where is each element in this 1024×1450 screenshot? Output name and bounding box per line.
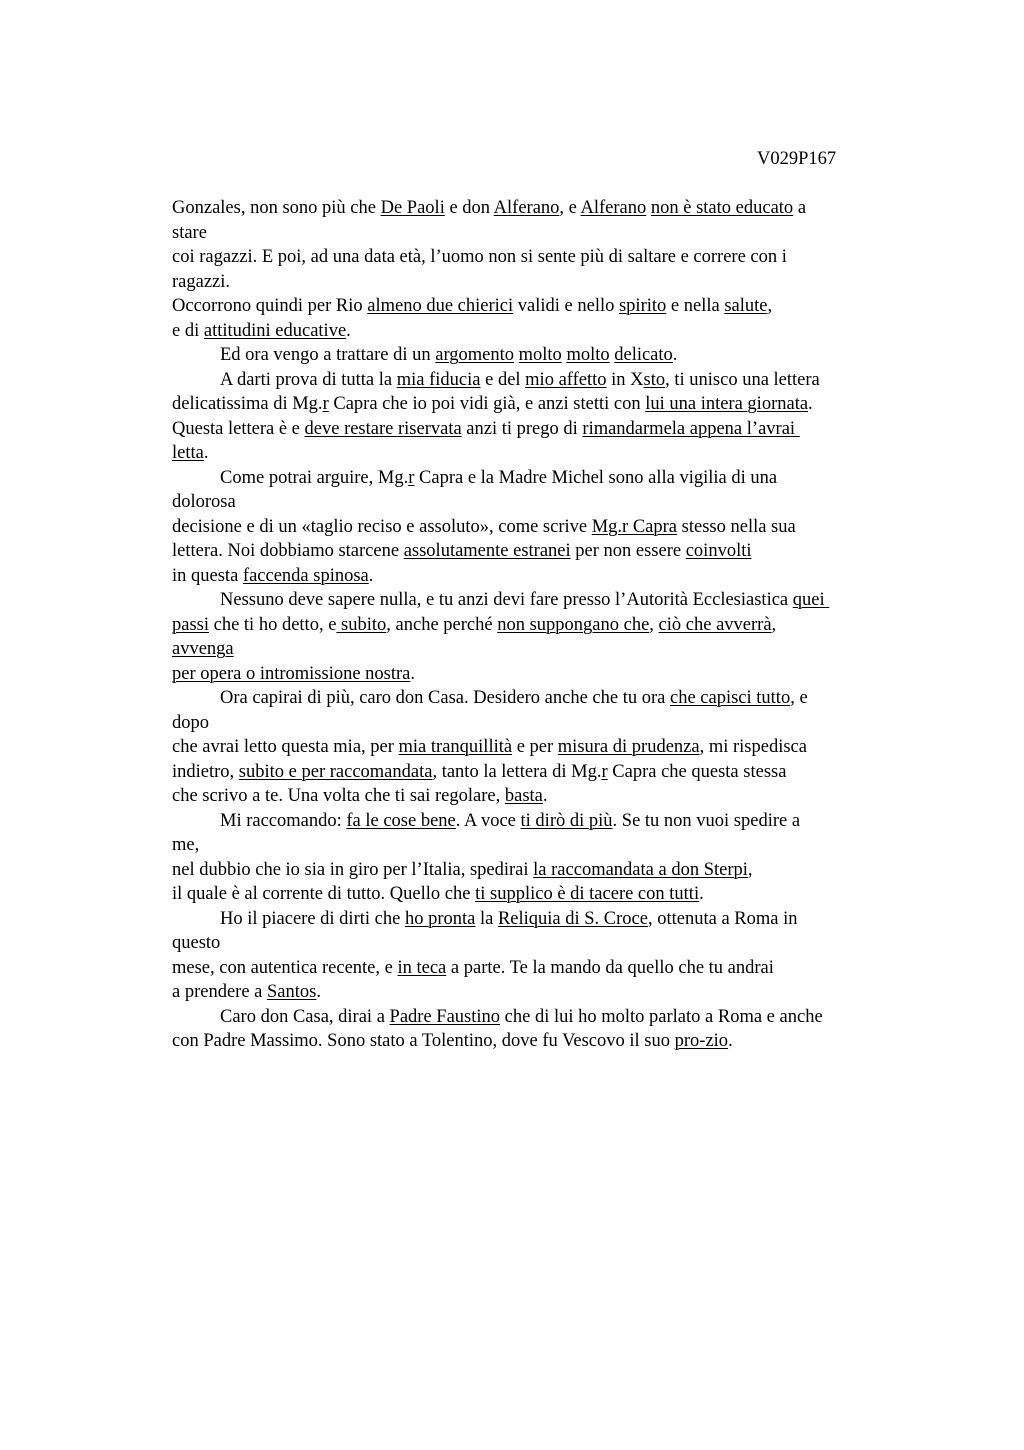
underlined-text: assolutamente estranei: [403, 541, 571, 561]
underlined-text: ho pronta: [404, 908, 476, 929]
text-segment: Gonzales, non sono più che: [172, 198, 381, 218]
underlined-text: mia fiducia: [396, 369, 481, 390]
text-segment: .: [203, 443, 209, 463]
text-segment: ,: [771, 614, 777, 635]
underlined-text: salute: [724, 296, 768, 316]
text-line: [172, 686, 952, 711]
underlined-text: pro-zio: [674, 1031, 729, 1051]
underlined-text: molto: [518, 345, 562, 365]
text-line: [172, 588, 952, 613]
text-line: [172, 931, 952, 956]
underlined-text: in teca: [397, 957, 447, 978]
underlined-text: faccenda spinosa: [242, 565, 369, 586]
text-segment: in X: [606, 369, 644, 390]
underlined-text: ciò che avverrà: [658, 614, 772, 635]
text-line: [172, 662, 952, 687]
text-segment: , e: [790, 688, 808, 708]
text-segment: , anche perché: [386, 614, 498, 635]
text-segment: A darti prova di tutta la: [220, 369, 397, 390]
text-segment: . Se tu non vuoi spedire a: [612, 810, 801, 831]
text-segment: coi ragazzi. E poi, ad una data età, l’uomo non si sente più di saltare e correre con i: [172, 247, 787, 267]
underlined-text: Santos: [267, 982, 317, 1002]
text-line: [172, 784, 952, 809]
text-segment: e nella: [666, 296, 725, 316]
text-line: [172, 441, 952, 466]
underlined-text: argomento: [435, 345, 515, 365]
text-segment: ,: [767, 296, 773, 316]
underlined-text: deve restare riservata: [304, 418, 462, 439]
text-line: [172, 735, 952, 760]
text-segment: delicatissima di Mg.: [172, 394, 323, 414]
text-line: [172, 956, 952, 981]
text-line: [172, 760, 952, 785]
text-segment: che scrivo a te. Una volta che ti sai regolare,: [172, 786, 505, 806]
underlined-text: delicato: [614, 345, 673, 365]
text-line: [172, 368, 952, 393]
letter-body: [172, 196, 952, 1054]
text-segment: ,: [649, 614, 659, 635]
text-segment: il quale è al corrente di tutto. Quello che: [172, 884, 476, 904]
underlined-text: rimandarmela appena l’avrai: [582, 418, 800, 439]
underlined-text: attitudini educative: [203, 320, 347, 341]
text-line: [172, 294, 952, 319]
underlined-text: sto: [643, 369, 666, 390]
text-segment: .: [542, 786, 548, 806]
text-segment: che di lui ho molto parlato a Roma e anche: [500, 1006, 823, 1027]
underlined-text: non suppongano che: [497, 614, 650, 635]
text-segment: .: [672, 345, 678, 365]
text-line: [172, 809, 952, 834]
text-segment: Capra che io poi vidi già, e anzi stetti con: [328, 394, 646, 414]
text-segment: a prendere a: [172, 982, 268, 1002]
text-segment: .: [410, 663, 416, 684]
text-line: [172, 1005, 952, 1030]
underlined-text: mio affetto: [525, 369, 607, 390]
underlined-text: Mg.r Capra: [591, 516, 678, 537]
text-segment: indietro,: [172, 761, 239, 782]
text-line: [172, 564, 952, 589]
text-line: [172, 833, 952, 858]
underlined-text: ti dirò di più: [520, 810, 613, 831]
text-segment: Ed ora vengo a trattare di un: [220, 345, 436, 365]
text-line: [172, 539, 952, 564]
underlined-text: fa le cose bene: [346, 810, 456, 831]
text-line: [172, 196, 952, 221]
text-segment: e per: [512, 737, 558, 757]
text-line: [172, 270, 952, 295]
text-segment: lettera. Noi dobbiamo starcene: [172, 541, 404, 561]
text-segment: a: [793, 198, 807, 218]
text-segment: Nessuno deve sapere nulla, e tu anzi devi fare presso l’Autorità Ecclesiastica: [220, 590, 793, 610]
text-line: [172, 221, 952, 246]
underlined-text: coinvolti: [685, 541, 752, 561]
text-line: [172, 858, 952, 883]
text-segment: questo: [172, 933, 221, 953]
text-line: [172, 417, 952, 442]
underlined-text: r: [408, 467, 415, 488]
underlined-text: molto: [566, 345, 610, 365]
text-line: [172, 466, 952, 491]
text-segment: a parte. Te la mando da quello che tu andrai: [446, 957, 774, 978]
text-line: [172, 245, 952, 270]
text-segment: Questa lettera è e: [172, 418, 305, 439]
underlined-text: passi: [172, 614, 209, 635]
text-segment: decisione e di un «taglio reciso e assoluto», come scrive: [172, 516, 592, 537]
underlined-text: Alferano: [493, 198, 560, 218]
text-segment: , ottenuta a Roma in: [647, 908, 798, 929]
underlined-text: spirito: [618, 296, 667, 316]
text-segment: e don: [444, 198, 494, 218]
text-segment: Ho il piacere di dirti che: [220, 908, 405, 929]
text-segment: nel dubbio che io sia in giro per l’Italia, spedirai: [172, 859, 534, 880]
text-segment: che ti ho detto, e: [209, 614, 337, 635]
text-segment: con Padre Massimo. Sono stato a Tolentino, dove fu Vescovo il suo: [172, 1031, 675, 1051]
text-segment: , mi rispedisca: [699, 737, 807, 757]
text-line: [172, 637, 952, 662]
text-segment: , ti unisco una lettera: [665, 369, 820, 390]
underlined-text: subito e per raccomandata: [238, 761, 433, 782]
text-segment: me,: [172, 835, 200, 855]
underlined-text: la raccomandata a don Sterpi: [533, 859, 748, 880]
underlined-text: misura di prudenza: [557, 737, 700, 757]
text-line: [172, 319, 952, 344]
underlined-text: r: [322, 394, 329, 414]
text-segment: Capra e la Madre Michel sono alla vigilia di una: [414, 467, 778, 488]
text-segment: .: [346, 320, 351, 341]
text-line: [172, 907, 952, 932]
underlined-text: De Paoli: [380, 198, 445, 218]
text-line: [172, 882, 952, 907]
underlined-text: che capisci tutto: [669, 688, 791, 708]
text-segment: .: [316, 982, 321, 1002]
text-line: [172, 711, 952, 736]
text-line: [172, 343, 952, 368]
text-segment: .: [368, 565, 374, 586]
underlined-text: per opera o intromissione nostra: [172, 663, 411, 684]
text-line: [172, 515, 952, 540]
underlined-text: mia tranquillità: [398, 737, 513, 757]
text-segment: , e: [559, 198, 581, 218]
text-segment: .: [808, 394, 813, 414]
underlined-text: r: [601, 761, 608, 782]
underlined-text: Reliquia di S. Croce: [497, 908, 648, 929]
text-segment: Caro don Casa, dirai a: [220, 1006, 390, 1027]
text-segment: dolorosa: [172, 492, 236, 512]
text-segment: ragazzi.: [172, 271, 231, 292]
text-line: [172, 980, 952, 1005]
text-segment: e del: [480, 369, 526, 390]
text-segment: la: [475, 908, 498, 929]
text-segment: anzi ti prego di: [461, 418, 583, 439]
underlined-text: subito: [336, 614, 387, 635]
text-segment: in questa: [172, 565, 243, 586]
text-segment: Ora capirai di più, caro don Casa. Desidero anche che tu ora: [220, 688, 670, 708]
text-segment: mese, con autentica recente, e: [172, 957, 398, 978]
text-segment: dopo: [172, 712, 209, 733]
text-segment: .: [728, 1031, 733, 1051]
text-segment: e di: [172, 320, 204, 341]
text-segment: Come potrai arguire, Mg.: [220, 467, 409, 488]
text-segment: per non essere: [570, 541, 686, 561]
text-segment: ,: [747, 859, 753, 880]
text-line: [172, 613, 952, 638]
underlined-text: letta: [172, 443, 204, 463]
text-line: [172, 490, 952, 515]
text-segment: , tanto la lettera di Mg.: [432, 761, 602, 782]
text-segment: .: [699, 884, 704, 904]
underlined-text: ti supplico è di tacere con tutti: [475, 884, 700, 904]
underlined-text: Padre Faustino: [389, 1006, 501, 1027]
underlined-text: basta: [504, 786, 543, 806]
text-segment: stare: [172, 222, 207, 243]
text-segment: . A voce: [455, 810, 521, 831]
text-segment: validi e nello: [513, 296, 619, 316]
text-segment: Mi raccomando:: [220, 810, 347, 831]
text-line: [172, 392, 952, 417]
underlined-text: quei: [792, 590, 830, 610]
underlined-text: avvenga: [172, 639, 234, 659]
underlined-text: non è stato educato: [650, 198, 794, 218]
text-segment: Capra che questa stessa: [607, 761, 787, 782]
underlined-text: Alferano: [580, 198, 647, 218]
underlined-text: almeno due chierici: [367, 296, 514, 316]
page-reference: V029P167: [757, 149, 837, 169]
text-segment: stesso nella sua: [677, 516, 796, 537]
text-segment: Occorrono quindi per Rio: [172, 296, 368, 316]
text-segment: che avrai letto questa mia, per: [172, 737, 399, 757]
underlined-text: lui una intera giornata: [645, 394, 809, 414]
text-line: [172, 1029, 952, 1054]
